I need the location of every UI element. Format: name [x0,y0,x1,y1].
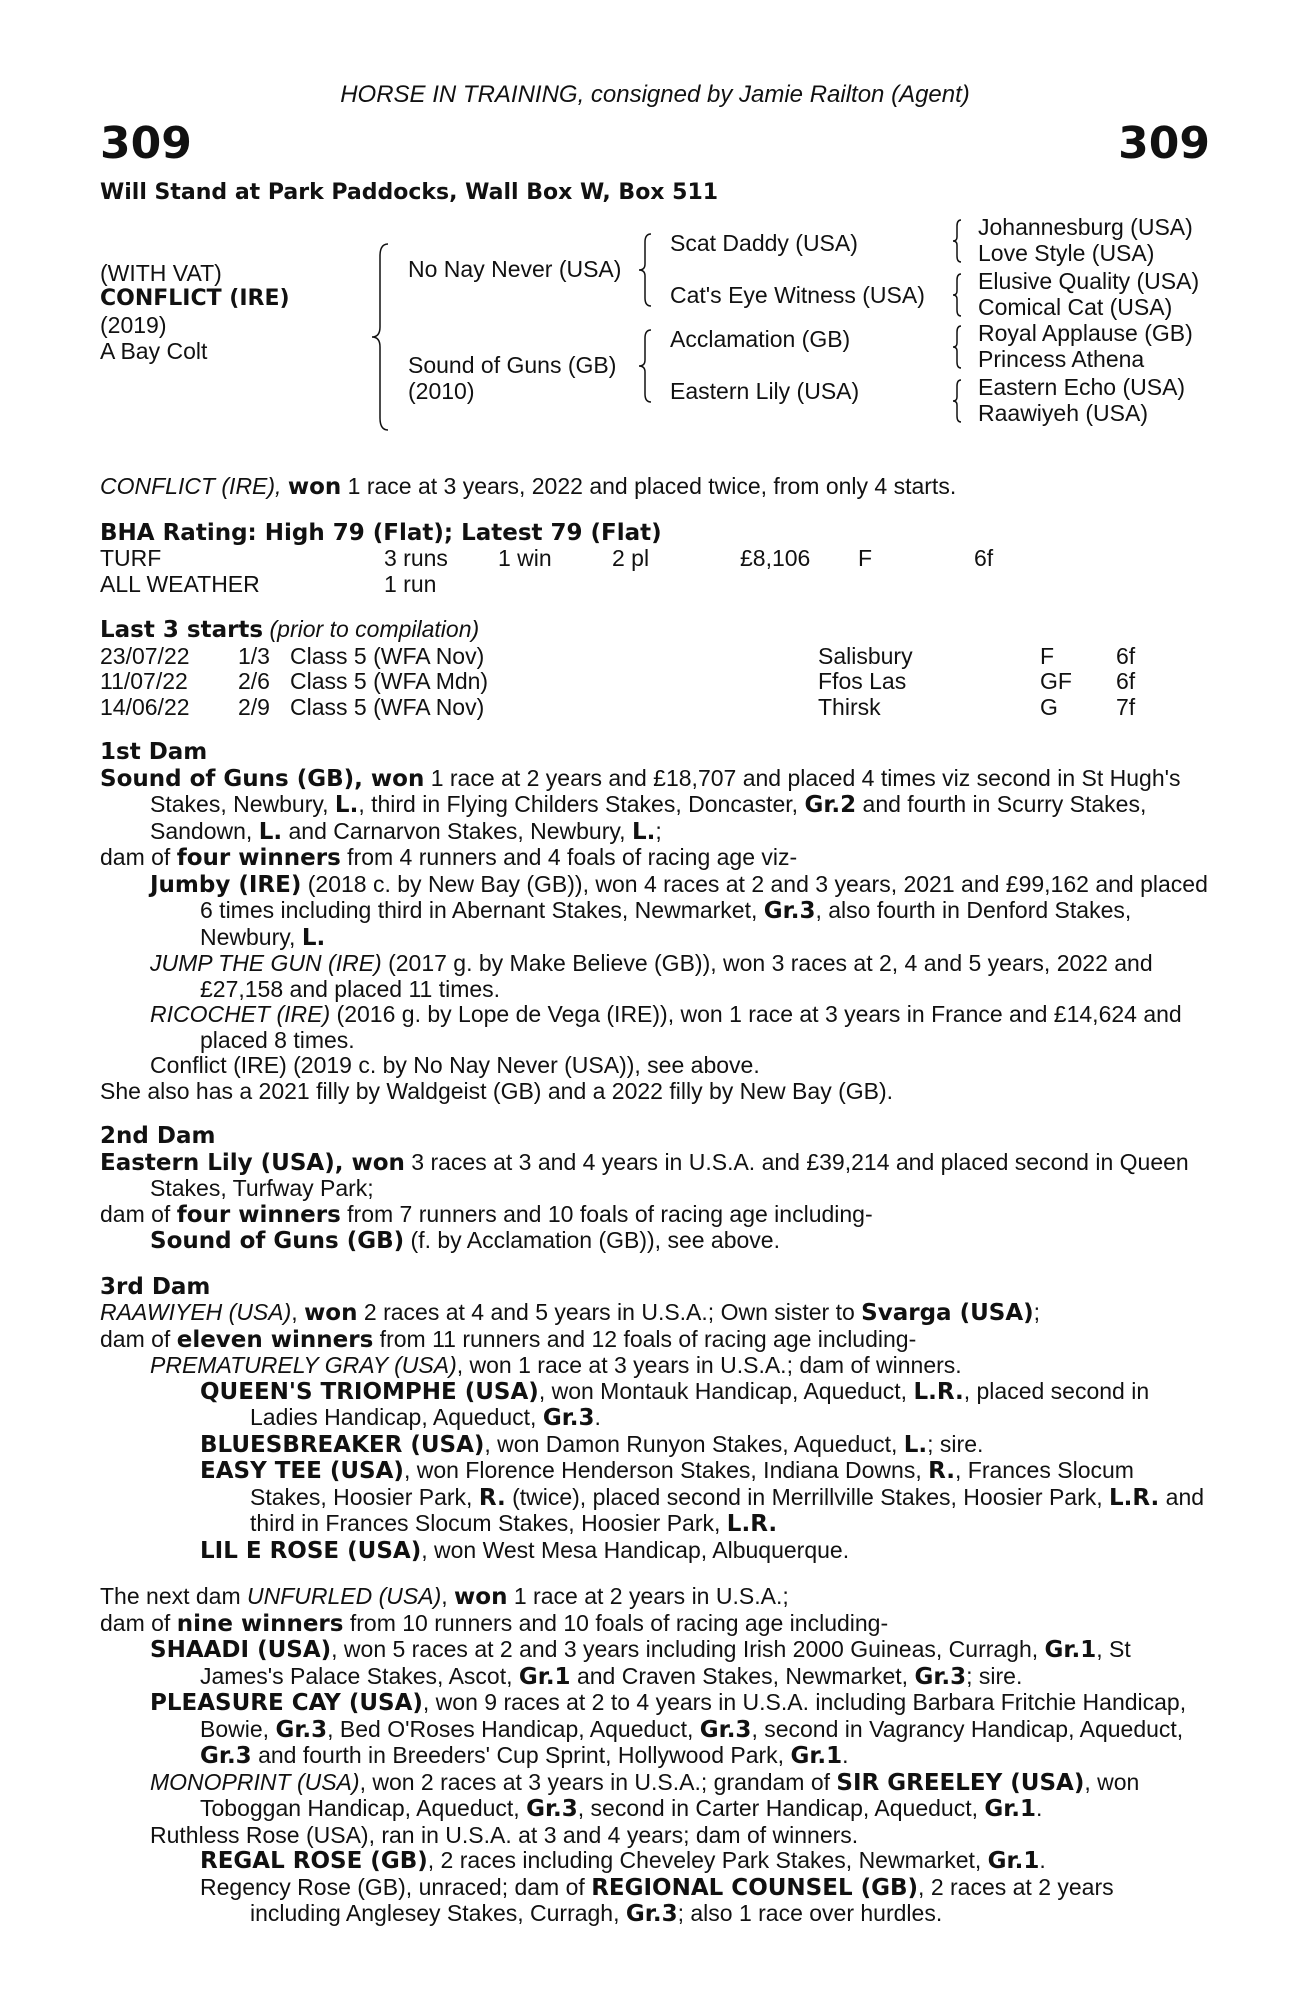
vat-note: (WITH VAT) [100,260,222,286]
start-class: Class 5 (WFA Nov) [290,693,485,720]
dam-paragraph [100,766,1210,846]
produce-name: REGIONAL COUNSEL (GB) [591,1874,919,1901]
produce-entry: Conflict (IRE) (2019 c. by No Nay Never (USA)), see above. [150,1052,760,1078]
last-starts-section [100,617,1210,720]
dam-paragraph [100,1584,1210,1611]
lot-number-right: 309 [1118,118,1210,169]
text: from 4 runners and 4 foals of racing age viz- [340,844,798,870]
brace-sire [638,232,652,308]
rating-row-aw [100,572,1210,598]
grade: Gr.3 [275,1716,328,1743]
dam-produce-line [100,1611,1210,1638]
text: ; sire. [966,1662,1023,1689]
grade: Gr.1 [1044,1637,1097,1663]
grade: Gr.3 [542,1405,595,1431]
start-distance: 6f [1116,642,1136,669]
dam-dam: Eastern Lily (USA) [670,378,860,404]
grade: Gr.3 [200,1743,252,1769]
grade: R. [478,1484,506,1511]
third-dam-section [100,1275,1210,1565]
won-label: won [454,1584,508,1610]
ped-dss: Royal Applause (GB) [978,320,1193,346]
text: , won 9 races at 2 to 4 years in U.S.A. including Barbara Fritchie Handicap, Bowie, [200,1689,1187,1742]
text: 1 race at 2 years in U.S.A.; [507,1583,789,1609]
first-dam-section [100,740,1210,1104]
text: from 7 runners and 10 foals of racing age including- [340,1200,873,1227]
produce-entry [100,872,1210,952]
produce-entry [100,1690,1210,1770]
grade: Gr.3 [625,1901,678,1927]
grade: L.R. [913,1378,964,1405]
grade: Gr.2 [804,792,857,818]
ped-ddd: Raawiyeh (USA) [978,400,1148,426]
text: , [291,1299,305,1325]
text: 2 races at 4 and 5 years in U.S.A.; Own sister to [357,1299,862,1325]
race-summary [100,474,1210,501]
text: , won 5 races at 2 and 3 years including Irish 2000 Guineas, Curragh, [331,1636,1045,1662]
ped-sss: Johannesburg (USA) [978,214,1193,240]
dam-sire: Acclamation (GB) [670,326,851,352]
text: , Bed O'Roses Handicap, Aqueduct, [327,1715,700,1742]
text: from 10 runners and 10 foals of racing age including- [343,1609,889,1636]
grade: L. [301,924,326,951]
text: . [1039,1847,1046,1873]
text: dam of [100,844,177,870]
text: , [441,1583,455,1609]
grade: Gr.3 [763,898,816,924]
grand-produce-entry [100,1538,1210,1565]
rating-row-turf [100,546,1210,572]
text: , won Toboggan Handicap, Aqueduct, [200,1768,1140,1821]
grand-produce-name: SIR GREELEY (USA) [836,1769,1085,1796]
grade: R. [928,1458,955,1484]
produce-name: JUMP THE GUN (IRE) [150,950,382,976]
section-heading: 1st Dam [100,739,208,765]
text: ; also 1 race over hurdles. [677,1900,943,1926]
start-row [100,695,1210,721]
grand-produce-entry [100,1875,1210,1928]
rating-distance: 6f [974,545,994,571]
brace-ds [952,324,962,370]
sire-name: No Nay Never (USA) [408,256,622,282]
text: and fourth in Breeders' Cup Sprint, Hollywood Park, [251,1742,791,1768]
start-going: F [1040,642,1055,669]
rating-title: BHA Rating: High 79 (Flat); Latest 79 (Flat) [100,519,662,546]
text: , third in Flying Childers Stakes, Doncaster, [358,791,805,817]
winners-count: eleven winners [176,1326,374,1353]
last-starts-title: Last 3 starts [100,617,264,643]
ped-sds: Elusive Quality (USA) [978,268,1200,294]
start-class: Class 5 (WFA Nov) [290,642,485,669]
text: (2018 c. by New Bay (GB)), won 4 races at 2 and 3 years, 2021 and £99,162 and placed 6 times including third in Abernant Stakes, Newmarket, [200,870,1208,923]
text: , won West Mesa Handicap, Albuquerque. [421,1536,850,1563]
grade: Gr.1 [518,1663,571,1690]
produce-entry [100,1637,1210,1690]
dam-paragraph [100,1300,1210,1327]
start-row [100,644,1210,670]
stand-location: Will Stand at Park Paddocks, Wall Box W, Box 511 [100,180,719,205]
produce-entry [100,1770,1210,1823]
start-going: GF [1040,668,1072,694]
rating-surface: TURF [100,545,162,571]
start-course: Salisbury [818,642,913,669]
rating-placed: 2 pl [612,545,650,571]
brace-dd [952,378,962,424]
grade: Gr.1 [984,1796,1037,1822]
winners-count: four winners [176,1201,341,1228]
produce-name: Jumby (IRE) [150,871,302,898]
dam-produce-line [100,1327,1210,1354]
text: dam of [100,1609,177,1636]
text: and Craven Stakes, Newmarket, [570,1662,915,1689]
last-starts-note: (prior to compilation) [269,616,480,642]
text: and third in Frances Slocum Stakes, Hoosier Park, [250,1483,1205,1536]
text: (2016 g. by Lope de Vega (IRE)), won 1 race at 3 years in France and £14,624 and placed 8 times. [200,1001,1182,1053]
text: (2017 g. by Make Believe (GB)), won 3 races at 2, 4 and 5 years, 2022 and £27,158 and placed 11 times. [200,950,1153,1002]
winners-count: nine winners [176,1610,344,1637]
grade: Gr.3 [699,1716,752,1743]
sire-dam: Cat's Eye Witness (USA) [670,282,925,308]
text: Regency Rose (GB), unraced; dam of [200,1873,592,1900]
start-course: Ffos Las [818,668,907,694]
text: ; [1033,1299,1041,1325]
produce-entry: Ruthless Rose (USA), ran in U.S.A. at 3 and 4 years; dam of winners. [150,1821,859,1848]
produce-name: LIL E ROSE (USA) [200,1537,422,1564]
grand-produce-entry [100,1432,1210,1459]
grade: L. [631,818,656,845]
produce-name: QUEEN'S TRIOMPHE (USA) [200,1378,539,1405]
summary-name: CONFLICT (IRE), [100,473,282,499]
text: from 11 runners and 12 foals of racing age including- [373,1325,917,1352]
next-dam-section [100,1584,1210,1928]
produce-name: Sound of Guns (GB) [150,1228,405,1254]
produce-name: SHAADI (USA) [150,1637,332,1663]
start-date: 23/07/22 [100,642,190,669]
dam-paragraph [100,1150,1210,1202]
horse-name: CONFLICT (IRE) [100,286,290,311]
text: ; sire. [927,1430,984,1457]
brace-main [370,242,390,432]
lot-number-left: 309 [100,118,192,169]
pedigree-table [100,210,1210,460]
rating-wins: 1 win [498,545,552,571]
rating-surface: ALL WEATHER [100,570,260,597]
section-heading: 3rd Dam [100,1273,211,1300]
rating-going: F [858,545,873,571]
grade: Gr.1 [987,1848,1040,1874]
grade: L.R. [726,1511,778,1537]
start-row [100,669,1210,695]
produce-name: PREMATURELY GRAY (USA) [150,1352,457,1378]
text: The next dam [100,1583,248,1609]
grade: L.R. [1109,1484,1160,1511]
grade: L. [334,792,359,818]
start-date: 11/07/22 [100,668,188,694]
produce-entry [100,1228,1210,1255]
brace-ss [952,218,962,264]
dam-name: Sound of Guns (GB) [408,352,617,378]
grand-produce-entry [100,1848,1210,1875]
text: , 2 races at 2 years including Anglesey Stakes, Curragh, [250,1873,1114,1926]
text: , second in Vagrancy Handicap, Aqueduct, [751,1715,1184,1742]
produce-entry [100,1002,1210,1053]
brace-sd [952,272,962,318]
consignor-line: HORSE IN TRAINING, consigned by Jamie Railton (Agent) [340,81,970,108]
grade: L. [258,818,283,845]
text: , won 2 races at 3 years in U.S.A.; grandam of [359,1768,837,1795]
summary-text: 1 race at 3 years, 2022 and placed twice, from only 4 starts. [347,473,957,499]
rating-prize: £8,106 [740,545,811,571]
start-class: Class 5 (WFA Mdn) [290,668,489,694]
text: 1 race at 2 years and £18,707 and placed 4 times viz second in St Hugh's Stakes, Newbury, [150,764,1181,817]
dam-name: Sound of Guns (GB), won [100,765,425,792]
text: (twice), placed second in Merrillville Stakes, Hoosier Park, [505,1483,1110,1510]
text: , won Montauk Handicap, Aqueduct, [538,1377,914,1404]
ped-dsd: Princess Athena [978,346,1145,372]
grade: Gr.3 [914,1663,967,1690]
start-position: 1/3 [238,642,270,669]
section-heading: 2nd Dam [100,1123,216,1149]
dam-name: RAAWIYEH (USA) [100,1299,292,1325]
start-date: 14/06/22 [100,693,190,720]
grade: Gr.1 [790,1743,843,1769]
text: , St James's Palace Stakes, Ascot, [200,1636,1131,1689]
text: (f. by Acclamation (GB)), see above. [404,1227,780,1253]
text: , also fourth in Denford Stakes, Newbury, [200,897,1132,950]
summary-won: won [287,474,342,500]
produce-name: BLUESBREAKER (USA) [200,1431,485,1458]
produce-entry [100,951,1210,1002]
winners-count: four winners [176,845,341,871]
text: , 2 races including Cheveley Park Stakes, Newmarket, [427,1847,988,1873]
grand-produce-entry [100,1458,1210,1538]
start-course: Thirsk [818,693,881,720]
dam-produce-line [100,1202,1210,1229]
text: . [1036,1795,1043,1821]
text: . [594,1404,601,1430]
start-distance: 6f [1116,668,1136,694]
start-position: 2/9 [238,693,270,720]
text: , second in Carter Handicap, Aqueduct, [577,1795,985,1821]
rating-section [100,521,1210,598]
ped-dds: Eastern Echo (USA) [978,374,1186,400]
produce-name: EASY TEE (USA) [200,1458,404,1484]
horse-year: (2019) [100,312,167,338]
produce-entry [100,1353,1210,1379]
rating-runs: 3 runs [384,545,448,571]
brace-dam [638,328,652,404]
produce-name: PLEASURE CAY (USA) [150,1690,423,1716]
text: , won Florence Henderson Stakes, Indiana Downs, [403,1457,929,1483]
sister-name: Svarga (USA) [861,1300,1034,1326]
rating-runs: 1 run [384,570,437,597]
text: . [842,1742,849,1768]
produce-name: RICOCHET (IRE) [150,1001,331,1027]
dam-produce-line [100,845,1210,872]
text: ; [655,817,662,844]
dam-name: UNFURLED (USA) [247,1583,442,1609]
text: , won 1 race at 3 years in U.S.A.; dam of winners. [456,1352,962,1378]
start-position: 2/6 [238,668,270,694]
ped-ssd: Love Style (USA) [978,240,1155,266]
text: 3 races at 3 and 4 years in U.S.A. and £39,214 and placed second in Queen Stakes, Turfway Park; [150,1148,1189,1201]
produce-name: REGAL ROSE (GB) [200,1848,428,1874]
ped-sdd: Comical Cat (USA) [978,294,1173,320]
horse-description: A Bay Colt [100,338,208,364]
text: , won Damon Runyon Stakes, Aqueduct, [484,1430,904,1457]
lot-number-row [100,110,1210,170]
text: , Frances Slocum Stakes, Hoosier Park, [250,1457,1134,1510]
catalogue-page [100,80,1210,1928]
text: dam of [100,1325,177,1352]
start-going: G [1040,693,1058,720]
produce-name: MONOPRINT (USA) [150,1768,360,1795]
text: and fourth in Scurry Stakes, Sandown, [150,791,1147,844]
text: dam of [100,1200,177,1227]
dam-year: (2010) [408,378,475,404]
grand-produce-entry [100,1379,1210,1432]
second-dam-section [100,1124,1210,1255]
grade: Gr.3 [526,1796,578,1822]
grade: L. [903,1431,928,1458]
text: and Carnarvon Stakes, Newbury, [282,817,632,844]
last-starts-rows [100,644,1210,721]
also-note: She also has a 2021 filly by Waldgeist (GB) and a 2022 filly by New Bay (GB). [100,1077,894,1104]
start-distance: 7f [1116,693,1136,720]
sire-sire: Scat Daddy (USA) [670,230,858,256]
dam-name: Eastern Lily (USA), won [100,1149,405,1176]
won-label: won [304,1300,358,1326]
text: , placed second in Ladies Handicap, Aqueduct, [250,1377,1150,1430]
